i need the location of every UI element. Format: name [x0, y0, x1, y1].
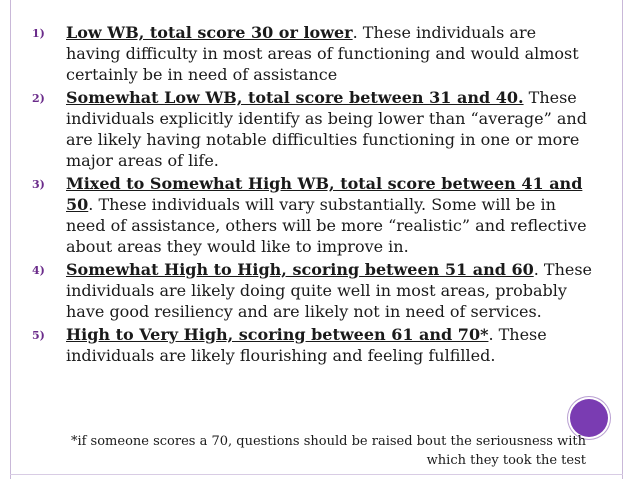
item-heading: Mixed to Somewhat High WB, total score between 41 and 50 [66, 174, 583, 214]
item-heading: Somewhat High to High, scoring between 51 and 60 [66, 260, 534, 279]
right-border-line [622, 0, 623, 479]
list-item [32, 22, 592, 85]
item-number: 2) [32, 92, 45, 105]
list-item [32, 173, 592, 257]
left-border-line [10, 0, 11, 479]
item-heading: Somewhat Low WB, total score between 31 and 40. [66, 88, 524, 107]
item-heading: High to Very High, scoring between 61 and 70* [66, 325, 489, 344]
item-number: 4) [32, 264, 45, 277]
item-number: 5) [32, 329, 45, 342]
list-item [32, 87, 592, 171]
score-list [32, 22, 592, 366]
slide-content [32, 22, 592, 368]
item-description: . These individuals will vary substantially. Some will be in need of assistance, others will be more “realistic” and reflective about areas they would like to improve in. [66, 195, 587, 256]
footnote: *if someone scores a 70, questions should be raised bout the seriousness with which they took the test [70, 434, 586, 468]
item-heading: Low WB, total score 30 or lower [66, 23, 353, 42]
list-item [32, 324, 592, 366]
item-description: . These individuals are likely flourishing and feeling fulfilled. [66, 325, 547, 365]
list-item [32, 259, 592, 322]
item-number: 3) [32, 178, 45, 191]
bottom-border-line [10, 474, 623, 475]
item-description: . These individuals are likely doing quite well in most areas, probably have good resiliency and are likely not in need of services. [66, 260, 593, 321]
item-number: 1) [32, 27, 45, 40]
item-description: . These individuals are having difficulty in most areas of functioning and would almost certainly be in need of assistance [66, 23, 579, 84]
item-description: These individuals explicitly identify as being lower than “average” and are likely having notable difficulties functioning in one or more major areas of life. [66, 88, 587, 170]
